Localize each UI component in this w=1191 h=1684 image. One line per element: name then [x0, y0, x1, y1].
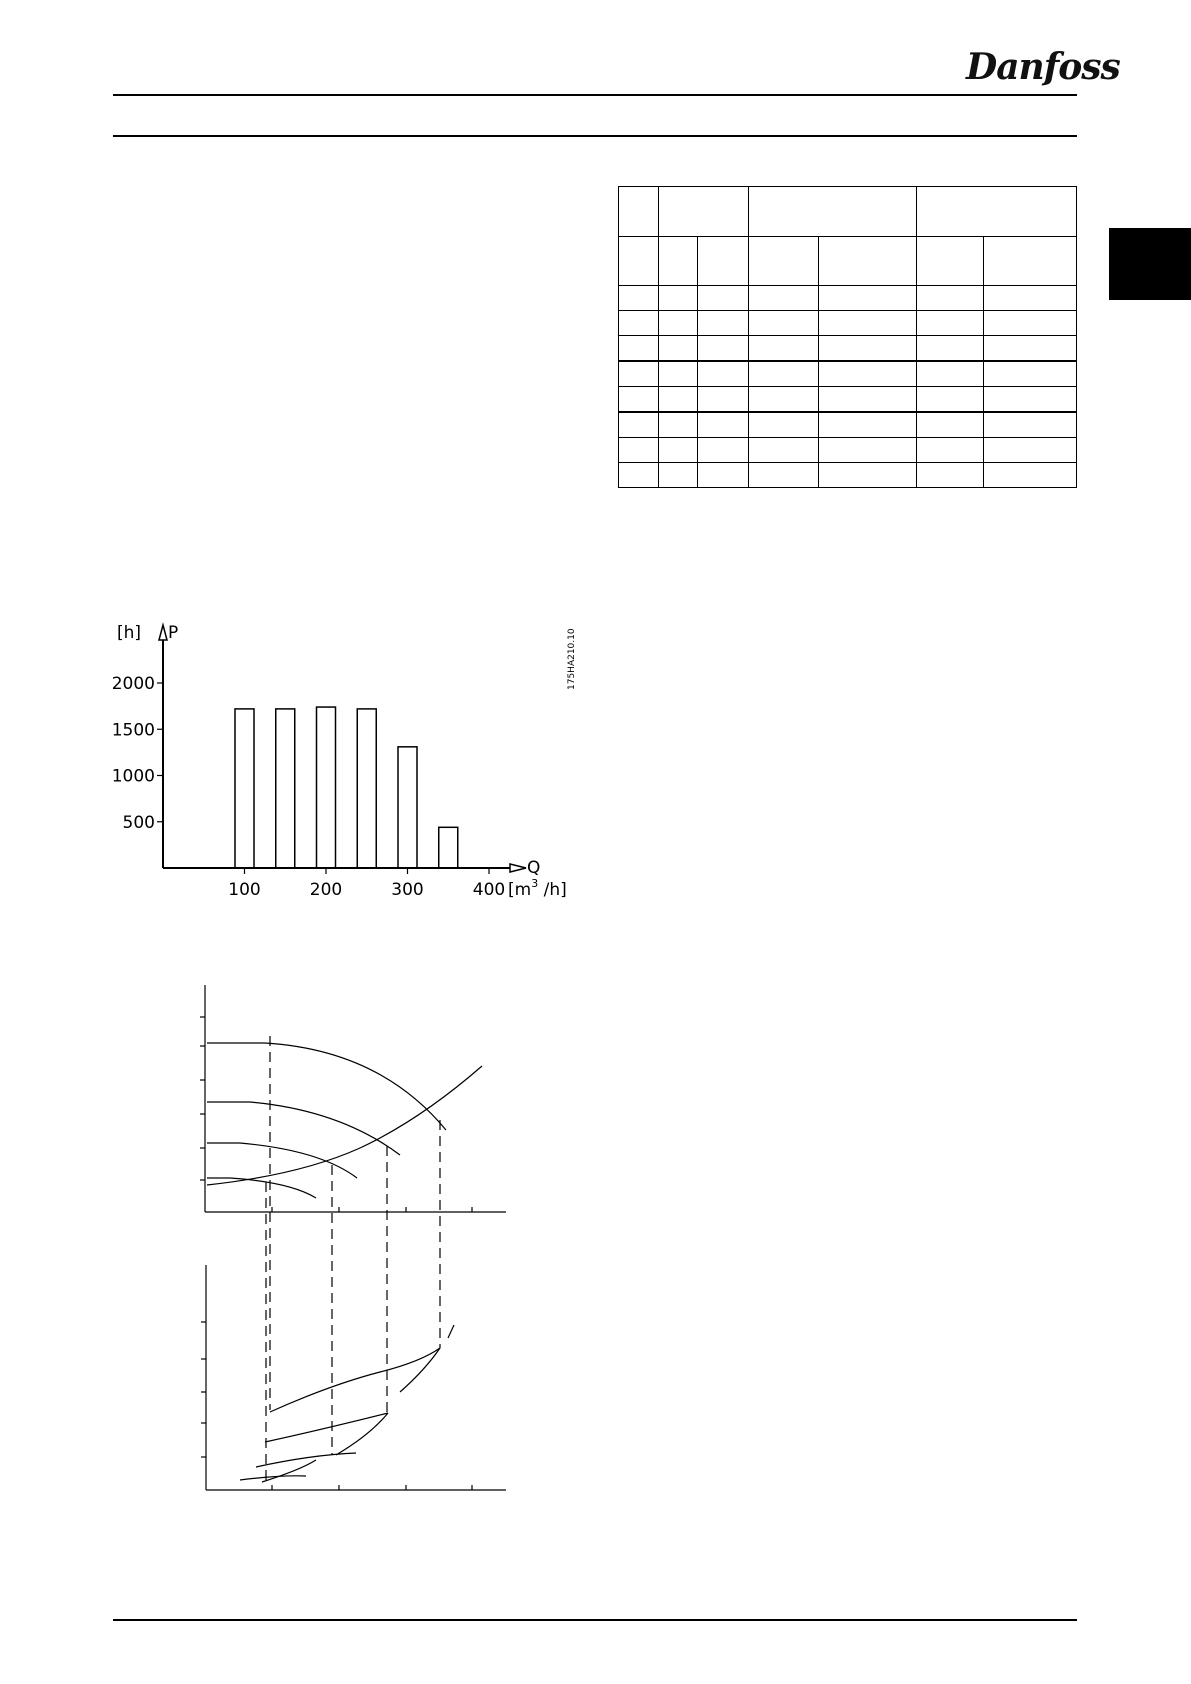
y-tick-label: 500: [122, 812, 155, 833]
pump-curve-40: [207, 1178, 316, 1198]
figure-code: 175HA210.10: [567, 628, 577, 690]
x-tick-label: 400: [472, 880, 506, 900]
brand-logo: Danfoss: [966, 46, 1120, 88]
x-tick-label: 200: [309, 880, 343, 900]
y-axis-symbol: P: [168, 623, 179, 643]
y-tick-label: 1500: [111, 720, 155, 741]
y-tick-label: 1000: [111, 766, 155, 787]
x-tick-label: 300: [391, 880, 424, 900]
pump-curve-80: [207, 1102, 400, 1155]
footer-rule: [113, 1619, 1077, 1621]
system-curve: [207, 1066, 482, 1185]
power-curve-80: [265, 1413, 388, 1442]
y-axis-unit: [h]: [117, 623, 142, 643]
power-trend-3: [400, 1348, 440, 1392]
power-trend-1: [262, 1460, 316, 1482]
x-axis-unit: [$m^3$ /h]: [508, 877, 567, 900]
power-trend-4: [448, 1325, 454, 1338]
x-tick-label: 100: [228, 880, 261, 900]
y-tick-label: 2000: [111, 674, 155, 694]
x-axis-symbol: Q: [527, 858, 541, 878]
power-curve-100: [270, 1348, 440, 1412]
